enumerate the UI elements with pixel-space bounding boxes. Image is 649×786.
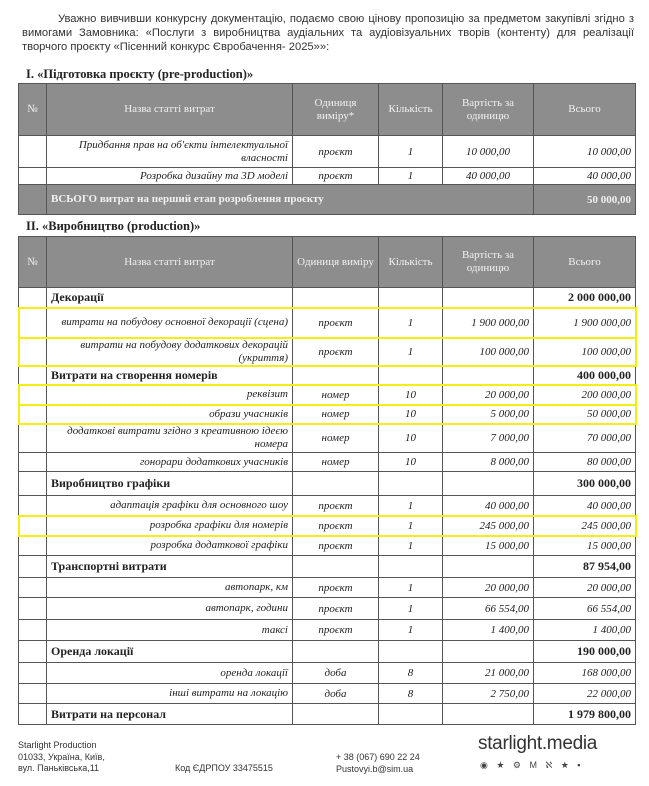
item-total: 40 000,00 [534,168,636,185]
item-total: 66 554,00 [534,598,636,620]
item-unit: проєкт [293,598,379,620]
col-quantity: Кількість [379,237,443,288]
item-name: розробка додаткової графіки [47,536,293,556]
item-unit: доба [293,663,379,684]
item-qty: 1 [379,168,443,185]
col-number: № [19,84,47,136]
section-total-label: ВСЬОГО витрат на перший етап розроблення проєкту [47,185,534,215]
item-price: 245 000,00 [443,516,534,536]
item-unit: проєкт [293,578,379,598]
item-total: 40 000,00 [534,496,636,516]
item-price: 7 000,00 [443,424,534,453]
item-price: 20 000,00 [443,578,534,598]
item-unit: проєкт [293,168,379,185]
table-row [19,684,636,704]
item-qty: 10 [379,405,443,424]
category-total: 1 979 800,00 [534,704,636,725]
category-total: 400 000,00 [534,366,636,385]
col-unit-price: Вартість за одиницю [443,84,534,136]
pre-production-table [18,83,636,215]
item-price: 8 000,00 [443,453,534,472]
col-total: Всього [534,84,636,136]
item-price: 40 000,00 [443,168,534,185]
item-total: 1 400,00 [534,620,636,641]
item-unit: проєкт [293,136,379,168]
item-qty: 1 [379,598,443,620]
item-total: 70 000,00 [534,424,636,453]
table-row [19,136,636,168]
item-total: 50 000,00 [534,405,636,424]
table-row [19,663,636,684]
footer-company [18,740,105,775]
item-unit: номер [293,424,379,453]
category-name: Транспортні витрати [47,556,293,578]
table-row [19,598,636,620]
item-unit: номер [293,453,379,472]
item-name: розробка графіки для номерів [47,516,293,536]
col-item-name: Назва статті витрат [47,237,293,288]
table-row [19,578,636,598]
table-row [19,424,636,453]
item-total: 20 000,00 [534,578,636,598]
item-qty: 1 [379,308,443,338]
section-total-row [19,185,636,215]
category-row [19,641,636,663]
item-total: 168 000,00 [534,663,636,684]
category-row [19,704,636,725]
item-name: таксі [47,620,293,641]
footer-contacts [336,752,420,775]
item-price: 100 000,00 [443,338,534,366]
item-unit: проєкт [293,620,379,641]
item-qty: 10 [379,385,443,405]
item-qty: 8 [379,684,443,704]
company-name: Starlight Production [18,740,97,750]
category-name: Виробництво графіки [47,472,293,496]
item-name: гонорари додаткових учасників [47,453,293,472]
category-total: 190 000,00 [534,641,636,663]
category-row [19,288,636,308]
item-name: автопарк, км [47,578,293,598]
table-row [19,308,636,338]
edrpou-code: Код ЄДРПОУ 33475515 [175,763,273,773]
item-name: Придбання прав на об'єкти інтелектуальної власності [47,136,293,168]
phone-number: + 38 (067) 690 22 24 [336,752,420,762]
item-total: 15 000,00 [534,536,636,556]
category-row [19,556,636,578]
item-price: 20 000,00 [443,385,534,405]
section-2-title: II. «Виробництво (production)» [26,219,201,233]
category-row [19,366,636,385]
table-row [19,516,636,536]
item-name: образи учасників [47,405,293,424]
item-total: 80 000,00 [534,453,636,472]
col-number: № [19,237,47,288]
item-price: 21 000,00 [443,663,534,684]
col-item-name: Назва статті витрат [47,84,293,136]
item-total: 10 000,00 [534,136,636,168]
table-row [19,168,636,185]
item-qty: 1 [379,578,443,598]
col-unit: Одиниця виміру* [293,84,379,136]
section-1-title: I. «Підготовка проєкту (pre-production)» [26,67,254,81]
category-total: 300 000,00 [534,472,636,496]
item-name: оренда локації [47,663,293,684]
category-name: Оренда локації [47,641,293,663]
item-price: 15 000,00 [443,536,534,556]
item-total: 200 000,00 [534,385,636,405]
address-line-2: вул. Паньківська,11 [18,763,100,773]
table-row [19,385,636,405]
channel-icons: ◉ ★ ⚙ М ℵ ★ ▪ [480,760,584,770]
category-total: 2 000 000,00 [534,288,636,308]
item-price: 10 000,00 [443,136,534,168]
production-table [18,236,636,725]
category-name: Витрати на персонал [47,704,293,725]
table-row [19,453,636,472]
item-unit: доба [293,684,379,704]
item-total: 22 000,00 [534,684,636,704]
item-unit: проєкт [293,536,379,556]
item-price: 2 750,00 [443,684,534,704]
item-qty: 10 [379,424,443,453]
table-header-row [19,84,636,136]
item-qty: 1 [379,620,443,641]
item-name: Розробка дизайну та 3D моделі [47,168,293,185]
item-total: 100 000,00 [534,338,636,366]
item-qty: 1 [379,516,443,536]
table-header-row [19,237,636,288]
item-qty: 1 [379,338,443,366]
item-qty: 8 [379,663,443,684]
item-qty: 1 [379,496,443,516]
item-qty: 1 [379,536,443,556]
item-unit: проєкт [293,516,379,536]
item-name: інші витрати на локацію [47,684,293,704]
category-name: Декорації [47,288,293,308]
item-name: витрати на побудову основної декорації (сцена) [47,308,293,338]
col-total: Всього [534,237,636,288]
intro-paragraph: Уважно вивчивши конкурсну документацію, подаємо свою цінову пропозицію за предметом закупівлі згідно з вимогами Замовника: «Послуги з виробництва аудіальних та аудіовізуальних творів (контенту) для реалізації творчого проєкту «Пісенний конкурс Євробачення- 2025»»: [22,13,634,53]
table-row [19,536,636,556]
item-unit: проєкт [293,308,379,338]
col-quantity: Кількість [379,84,443,136]
item-price: 66 554,00 [443,598,534,620]
item-price: 5 000,00 [443,405,534,424]
item-unit: проєкт [293,338,379,366]
item-name: автопарк, години [47,598,293,620]
table-row [19,405,636,424]
address-line-1: 01033, Україна, Київ, [18,751,105,762]
item-total: 1 900 000,00 [534,308,636,338]
col-unit-price: Вартість за одиницю [443,237,534,288]
item-name: витрати на побудову додаткових декорацій (укриття) [47,338,293,366]
item-unit: проєкт [293,496,379,516]
item-price: 1 900 000,00 [443,308,534,338]
item-price: 1 400,00 [443,620,534,641]
table-row [19,620,636,641]
item-qty: 1 [379,136,443,168]
item-total: 245 000,00 [534,516,636,536]
item-unit: номер [293,405,379,424]
category-name: Витрати на створення номерів [47,366,293,385]
item-name: реквізит [47,385,293,405]
category-row [19,472,636,496]
item-name: адаптація графіки для основного шоу [47,496,293,516]
col-unit: Одиниця виміру [293,237,379,288]
table-row [19,338,636,366]
item-name: додаткові витрати згідно з креативною ідеєю номера [47,424,293,453]
starlight-media-logo: starlight.media [478,733,598,754]
section-total-value: 50 000,00 [534,185,636,215]
category-total: 87 954,00 [534,556,636,578]
table-row [19,496,636,516]
item-qty: 10 [379,453,443,472]
item-unit: номер [293,385,379,405]
item-price: 40 000,00 [443,496,534,516]
email-address: Pustovyi.b@sim.ua [336,763,414,774]
